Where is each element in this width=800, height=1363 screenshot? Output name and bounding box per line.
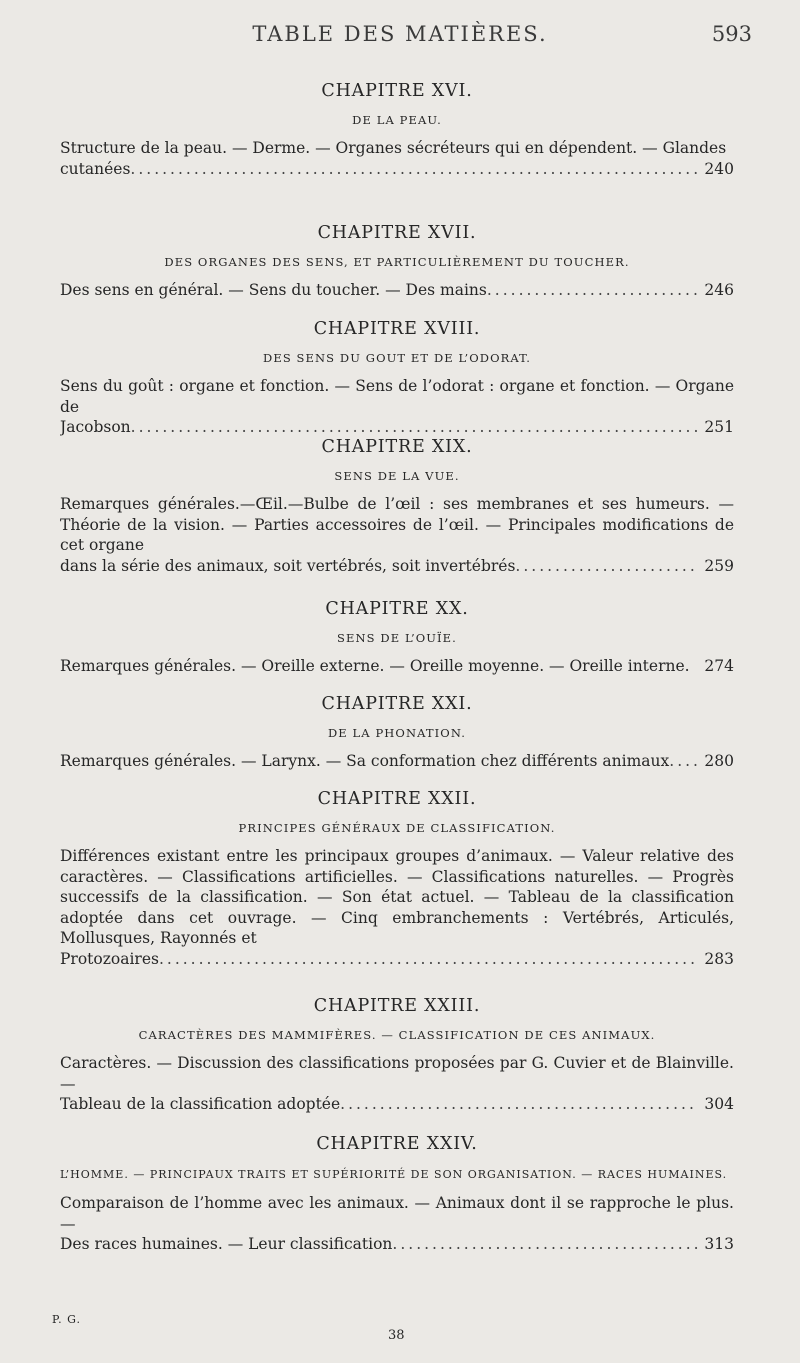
chapter-title: CHAPITRE XVII. [317,223,477,243]
entry-tail: Tableau de la classification adoptée [60,1095,341,1113]
chapter-entry [60,280,734,301]
chapter-subtitle: DES SENS DU GOUT ET DE L’ODORAT. [263,351,531,365]
dot-leader [130,159,698,180]
entry-page: 246 [704,281,734,299]
running-head [0,22,800,52]
entry-text: Caractères. — Discussion des classifications proposées par G. Cuvier et de Blainville. — [60,1054,734,1093]
quire-number: 38 [388,1328,405,1343]
entry-leader-line [60,556,734,577]
entry-page: 313 [704,1235,734,1253]
chapter-entry [60,1193,734,1255]
entry-tail: Jacobson [60,418,131,436]
chapter-title: CHAPITRE XXIII. [313,996,481,1016]
chapter-title: CHAPITRE XXI. [321,694,473,714]
entry-leader-line [60,1234,734,1255]
chapter-entry [60,494,734,576]
chapter-20 [60,598,734,677]
chapter-title: CHAPITRE XXII. [317,789,477,809]
chapter-24 [60,1133,734,1255]
chapter-entry [60,846,734,969]
entry-page: 304 [704,1095,734,1113]
chapter-subtitle: DE LA PHONATION. [327,726,467,740]
chapter-title: CHAPITRE XIX. [321,437,473,457]
dot-leader [487,280,699,301]
dot-leader [669,751,698,772]
chapter-subtitle: L’HOMME. — PRINCIPAUX TRAITS ET SUPÉRIORITÉ DE SON ORGANISATION. — RACES HUMAINES. [60,1168,728,1181]
entry-page: 251 [704,418,734,436]
chapter-23 [60,995,734,1115]
entry-leader-line [60,280,734,301]
chapter-subtitle: DES ORGANES DES SENS, ET PARTICULIÈREMENT DU TOUCHER. [164,255,630,269]
chapter-title: CHAPITRE XXIV. [316,1134,478,1154]
chapter-16 [60,80,734,179]
chapter-18 [60,318,734,438]
chapter-19 [60,436,734,576]
entry-leader-line [60,949,734,970]
entry-text: Différences existant entre les principaux groupes d’animaux. — Valeur relative des caractères. — Classifications artificielles. — Classifications naturelles. — Progrès successifs de la classification. — Son état actuel. — Tableau de la classification adoptée dans cet ouvrage. — Cinq embranchements : Vertébrés, Articulés, Mollusques, Rayonnés et [60,847,734,947]
page-number: 593 [711,22,752,46]
entry-text: Comparaison de l’homme avec les animaux. — Animaux dont il se rapproche le plus. — [60,1194,734,1233]
entry-page: 240 [704,159,734,178]
entry-tail: Remarques générales. — Larynx. — Sa conformation chez différents animaux [60,752,670,770]
chapter-entry [60,751,734,772]
dot-leader [392,1234,698,1255]
chapter-entry [60,656,734,677]
chapter-title: CHAPITRE XX. [325,599,469,619]
printer-signature: P. G. [52,1313,82,1326]
chapter-subtitle: SENS DE L’OUÏE. [337,631,457,645]
entry-page: 259 [704,556,734,575]
entry-text: Structure de la peau. — Derme. — Organes sécréteurs qui en dépendent. — Glandes [60,139,727,157]
chapter-17 [60,222,734,301]
chapter-entry [60,138,734,179]
chapter-21 [60,693,734,772]
entry-text: Remarques générales.—Œil.—Bulbe de l’œil : ses membranes et ses humeurs. — Théorie de la vision. — Parties accessoires de l’œil. — Principales modifications de cet organe [60,495,734,554]
chapter-title: CHAPITRE XVI. [321,81,473,101]
entry-page: 283 [704,949,734,968]
entry-tail: cutanées [60,159,131,178]
chapter-22 [60,788,734,969]
entry-page: 274 [704,657,734,675]
chapter-title: CHAPITRE XVIII. [313,319,481,339]
entry-page: 280 [704,752,734,770]
entry-leader-line [60,656,734,677]
entry-tail: Protozoaires [60,949,159,968]
dot-leader [515,556,698,577]
entry-leader-line [60,417,734,438]
entry-leader-line [60,751,734,772]
dot-leader [340,1094,698,1115]
dot-leader [159,949,698,970]
entry-tail: Des races humaines. — Leur classification [60,1235,393,1253]
chapter-entry [60,376,734,438]
entry-tail: dans la série des animaux, soit vertébrés, soit invertébrés [60,556,516,575]
entry-text: Sens du goût : organe et fonction. — Sens de l’odorat : organe et fonction. — Organe de [60,377,734,416]
dot-leader [131,417,699,438]
chapter-subtitle: SENS DE LA VUE. [334,469,460,483]
chapter-subtitle: DE LA PEAU. [352,113,442,127]
entry-leader-line [60,1094,734,1115]
chapter-subtitle: CARACTÈRES DES MAMMIFÈRES. — CLASSIFICATION DE CES ANIMAUX. [138,1028,656,1042]
entry-tail: Des sens en général. — Sens du toucher. — Des mains [60,281,487,299]
chapter-subtitle: PRINCIPES GÉNÉRAUX DE CLASSIFICATION. [238,821,556,835]
running-title: TABLE DES MATIÈRES. [252,22,548,46]
chapter-entry [60,1053,734,1115]
entry-leader-line [60,159,734,180]
entry-tail: Remarques générales. — Oreille externe. — Oreille moyenne. — Oreille interne. [60,657,690,675]
